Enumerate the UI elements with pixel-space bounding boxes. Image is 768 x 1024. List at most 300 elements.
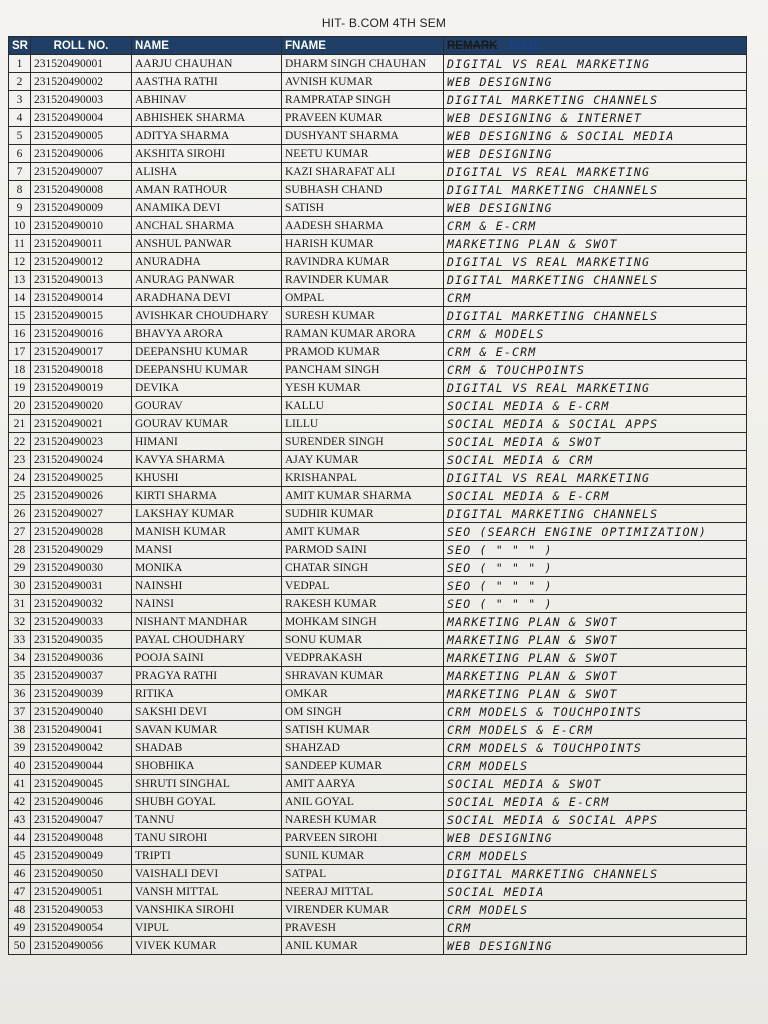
cell-fname: NEETU KUMAR — [282, 145, 444, 163]
table-row — [9, 667, 747, 685]
cell-name: KHUSHI — [132, 469, 282, 487]
table-row — [9, 631, 747, 649]
cell-sr: 45 — [9, 847, 31, 865]
cell-name: ANSHUL PANWAR — [132, 235, 282, 253]
cell-fname: SATPAL — [282, 865, 444, 883]
cell-topic-handwritten: SOCIAL MEDIA & E-CRM — [444, 793, 747, 811]
cell-name: MANISH KUMAR — [132, 523, 282, 541]
cell-fname: SATISH KUMAR — [282, 721, 444, 739]
cell-name: SAKSHI DEVI — [132, 703, 282, 721]
table-row — [9, 469, 747, 487]
cell-fname: SUDHIR KUMAR — [282, 505, 444, 523]
cell-roll-no: 231520490025 — [31, 469, 132, 487]
table-row — [9, 649, 747, 667]
table-row — [9, 919, 747, 937]
table-row — [9, 91, 747, 109]
cell-sr: 38 — [9, 721, 31, 739]
cell-fname: DUSHYANT SHARMA — [282, 127, 444, 145]
cell-fname: YESH KUMAR — [282, 379, 444, 397]
cell-fname: AJAY KUMAR — [282, 451, 444, 469]
cell-topic-handwritten: DIGITAL VS REAL MARKETING — [444, 163, 747, 181]
cell-name: SHUBH GOYAL — [132, 793, 282, 811]
cell-fname: HARISH KUMAR — [282, 235, 444, 253]
cell-name: MANSI — [132, 541, 282, 559]
cell-name: ABHISHEK SHARMA — [132, 109, 282, 127]
cell-topic-handwritten: DIGITAL VS REAL MARKETING — [444, 379, 747, 397]
cell-topic-handwritten: WEB DESIGNING — [444, 937, 747, 955]
cell-roll-no: 231520490035 — [31, 631, 132, 649]
cell-sr: 28 — [9, 541, 31, 559]
cell-roll-no: 231520490032 — [31, 595, 132, 613]
cell-fname: NEERAJ MITTAL — [282, 883, 444, 901]
table-row — [9, 613, 747, 631]
cell-topic-handwritten: SEO ( " " " ) — [444, 577, 747, 595]
table-row — [9, 343, 747, 361]
cell-fname: KALLU — [282, 397, 444, 415]
cell-name: PAYAL CHOUDHARY — [132, 631, 282, 649]
cell-name: GOURAV KUMAR — [132, 415, 282, 433]
cell-sr: 10 — [9, 217, 31, 235]
table-row — [9, 451, 747, 469]
cell-name: DEVIKA — [132, 379, 282, 397]
cell-fname: RAVINDER KUMAR — [282, 271, 444, 289]
cell-roll-no: 231520490039 — [31, 685, 132, 703]
cell-roll-no: 231520490010 — [31, 217, 132, 235]
cell-fname: OM SINGH — [282, 703, 444, 721]
cell-sr: 24 — [9, 469, 31, 487]
cell-name: ANCHAL SHARMA — [132, 217, 282, 235]
table-row — [9, 883, 747, 901]
cell-sr: 43 — [9, 811, 31, 829]
cell-topic-handwritten: SOCIAL MEDIA & E-CRM — [444, 397, 747, 415]
cell-sr: 14 — [9, 289, 31, 307]
cell-roll-no: 231520490031 — [31, 577, 132, 595]
cell-fname: AADESH SHARMA — [282, 217, 444, 235]
document-title: HIT- B.COM 4TH SEM — [321, 16, 447, 30]
cell-fname: SUBHASH CHAND — [282, 181, 444, 199]
cell-sr: 30 — [9, 577, 31, 595]
cell-name: DEEPANSHU KUMAR — [132, 361, 282, 379]
cell-roll-no: 231520490017 — [31, 343, 132, 361]
cell-topic-handwritten: WEB DESIGNING — [444, 145, 747, 163]
cell-sr: 11 — [9, 235, 31, 253]
cell-sr: 35 — [9, 667, 31, 685]
cell-sr: 41 — [9, 775, 31, 793]
table-row — [9, 271, 747, 289]
cell-fname: SANDEEP KUMAR — [282, 757, 444, 775]
cell-sr: 46 — [9, 865, 31, 883]
cell-sr: 44 — [9, 829, 31, 847]
cell-sr: 31 — [9, 595, 31, 613]
cell-name: MONIKA — [132, 559, 282, 577]
cell-name: NAINSHI — [132, 577, 282, 595]
cell-topic-handwritten: CRM & MODELS — [444, 325, 747, 343]
cell-sr: 26 — [9, 505, 31, 523]
cell-roll-no: 231520490045 — [31, 775, 132, 793]
cell-topic-handwritten: CRM MODELS & E-CRM — [444, 721, 747, 739]
cell-sr: 18 — [9, 361, 31, 379]
cell-fname: OMPAL — [282, 289, 444, 307]
table-row — [9, 739, 747, 757]
cell-roll-no: 231520490028 — [31, 523, 132, 541]
cell-fname: KAZI SHARAFAT ALI — [282, 163, 444, 181]
cell-name: ANAMIKA DEVI — [132, 199, 282, 217]
cell-roll-no: 231520490011 — [31, 235, 132, 253]
cell-fname: PARVEEN SIROHI — [282, 829, 444, 847]
table-row — [9, 685, 747, 703]
cell-sr: 17 — [9, 343, 31, 361]
cell-roll-no: 231520490002 — [31, 73, 132, 91]
student-roster-table — [8, 36, 747, 955]
cell-roll-no: 231520490053 — [31, 901, 132, 919]
cell-sr: 34 — [9, 649, 31, 667]
table-row — [9, 811, 747, 829]
cell-topic-handwritten: SEO ( " " " ) — [444, 541, 747, 559]
cell-fname: SONU KUMAR — [282, 631, 444, 649]
table-row — [9, 289, 747, 307]
cell-sr: 32 — [9, 613, 31, 631]
table-row — [9, 595, 747, 613]
cell-topic-handwritten: SOCIAL MEDIA & CRM — [444, 451, 747, 469]
table-row — [9, 901, 747, 919]
cell-sr: 29 — [9, 559, 31, 577]
cell-sr: 22 — [9, 433, 31, 451]
cell-fname: SUNIL KUMAR — [282, 847, 444, 865]
cell-sr: 21 — [9, 415, 31, 433]
cell-fname: AVNISH KUMAR — [282, 73, 444, 91]
cell-fname: SATISH — [282, 199, 444, 217]
cell-topic-handwritten: DIGITAL MARKETING CHANNELS — [444, 271, 747, 289]
table-row — [9, 577, 747, 595]
cell-sr: 33 — [9, 631, 31, 649]
cell-roll-no: 231520490016 — [31, 325, 132, 343]
cell-topic-handwritten: CRM MODELS — [444, 847, 747, 865]
cell-roll-no: 231520490033 — [31, 613, 132, 631]
table-row — [9, 163, 747, 181]
table-row — [9, 379, 747, 397]
cell-sr: 40 — [9, 757, 31, 775]
cell-name: VANSH MITTAL — [132, 883, 282, 901]
cell-fname: VEDPAL — [282, 577, 444, 595]
cell-topic-handwritten: MARKETING PLAN & SWOT — [444, 667, 747, 685]
table-row — [9, 127, 747, 145]
cell-name: ANURAG PANWAR — [132, 271, 282, 289]
cell-topic-handwritten: SOCIAL MEDIA — [444, 883, 747, 901]
cell-sr: 1 — [9, 55, 31, 73]
cell-fname: SHRAVAN KUMAR — [282, 667, 444, 685]
cell-fname: AMIT AARYA — [282, 775, 444, 793]
cell-fname: AMIT KUMAR SHARMA — [282, 487, 444, 505]
cell-name: AVISHKAR CHOUDHARY — [132, 307, 282, 325]
cell-sr: 3 — [9, 91, 31, 109]
cell-name: RITIKA — [132, 685, 282, 703]
cell-fname: NARESH KUMAR — [282, 811, 444, 829]
table-row — [9, 703, 747, 721]
cell-fname: DHARM SINGH CHAUHAN — [282, 55, 444, 73]
table-row — [9, 55, 747, 73]
cell-fname: VIRENDER KUMAR — [282, 901, 444, 919]
cell-name: VANSHIKA SIROHI — [132, 901, 282, 919]
cell-topic-handwritten: CRM — [444, 289, 747, 307]
cell-name: AKSHITA SIROHI — [132, 145, 282, 163]
cell-roll-no: 231520490050 — [31, 865, 132, 883]
cell-sr: 2 — [9, 73, 31, 91]
cell-roll-no: 231520490018 — [31, 361, 132, 379]
cell-fname: RAVINDRA KUMAR — [282, 253, 444, 271]
cell-name: HIMANI — [132, 433, 282, 451]
cell-roll-no: 231520490042 — [31, 739, 132, 757]
cell-fname: RAMAN KUMAR ARORA — [282, 325, 444, 343]
table-row — [9, 109, 747, 127]
cell-roll-no: 231520490020 — [31, 397, 132, 415]
cell-roll-no: 231520490007 — [31, 163, 132, 181]
table-row — [9, 415, 747, 433]
cell-sr: 13 — [9, 271, 31, 289]
table-row — [9, 199, 747, 217]
cell-sr: 9 — [9, 199, 31, 217]
cell-sr: 42 — [9, 793, 31, 811]
table-row — [9, 307, 747, 325]
cell-roll-no: 231520490051 — [31, 883, 132, 901]
cell-sr: 50 — [9, 937, 31, 955]
cell-topic-handwritten: DIGITAL MARKETING CHANNELS — [444, 505, 747, 523]
cell-roll-no: 231520490040 — [31, 703, 132, 721]
cell-sr: 47 — [9, 883, 31, 901]
cell-name: BHAVYA ARORA — [132, 325, 282, 343]
cell-topic-handwritten: WEB DESIGNING — [444, 829, 747, 847]
cell-fname: LILLU — [282, 415, 444, 433]
cell-name: LAKSHAY KUMAR — [132, 505, 282, 523]
cell-topic-handwritten: MARKETING PLAN & SWOT — [444, 631, 747, 649]
table-row — [9, 829, 747, 847]
cell-roll-no: 231520490027 — [31, 505, 132, 523]
cell-topic-handwritten: DIGITAL VS REAL MARKETING — [444, 55, 747, 73]
cell-sr: 4 — [9, 109, 31, 127]
cell-topic-handwritten: DIGITAL MARKETING CHANNELS — [444, 865, 747, 883]
cell-roll-no: 231520490015 — [31, 307, 132, 325]
table-row — [9, 181, 747, 199]
cell-roll-no: 231520490021 — [31, 415, 132, 433]
table-row — [9, 523, 747, 541]
header-name: NAME — [132, 37, 282, 55]
cell-roll-no: 231520490024 — [31, 451, 132, 469]
cell-fname: SURESH KUMAR — [282, 307, 444, 325]
cell-name: DEEPANSHU KUMAR — [132, 343, 282, 361]
cell-topic-handwritten: SOCIAL MEDIA & SWOT — [444, 775, 747, 793]
table-row — [9, 217, 747, 235]
cell-name: TRIPTI — [132, 847, 282, 865]
cell-name: PRAGYA RATHI — [132, 667, 282, 685]
cell-name: ANURADHA — [132, 253, 282, 271]
cell-topic-handwritten: DIGITAL VS REAL MARKETING — [444, 469, 747, 487]
header-remark-topic — [444, 37, 747, 55]
table-row — [9, 397, 747, 415]
header-topic-handwritten: ToPIC — [507, 39, 541, 52]
cell-topic-handwritten: WEB DESIGNING & SOCIAL MEDIA — [444, 127, 747, 145]
header-roll-no: ROLL NO. — [31, 37, 132, 55]
cell-roll-no: 231520490037 — [31, 667, 132, 685]
table-row — [9, 757, 747, 775]
cell-topic-handwritten: SOCIAL MEDIA & E-CRM — [444, 487, 747, 505]
cell-name: ARADHANA DEVI — [132, 289, 282, 307]
cell-sr: 49 — [9, 919, 31, 937]
cell-roll-no: 231520490054 — [31, 919, 132, 937]
cell-topic-handwritten: SEO ( " " " ) — [444, 559, 747, 577]
cell-name: TANU SIROHI — [132, 829, 282, 847]
cell-roll-no: 231520490046 — [31, 793, 132, 811]
cell-sr: 12 — [9, 253, 31, 271]
cell-fname: SHAHZAD — [282, 739, 444, 757]
header-fname: FNAME — [282, 37, 444, 55]
cell-roll-no: 231520490012 — [31, 253, 132, 271]
cell-name: NAINSI — [132, 595, 282, 613]
cell-fname: PANCHAM SINGH — [282, 361, 444, 379]
cell-sr: 8 — [9, 181, 31, 199]
cell-fname: PRAVEEN KUMAR — [282, 109, 444, 127]
cell-topic-handwritten: CRM & TOUCHPOINTS — [444, 361, 747, 379]
cell-fname: PARMOD SAINI — [282, 541, 444, 559]
cell-topic-handwritten: WEB DESIGNING & INTERNET — [444, 109, 747, 127]
cell-name: POOJA SAINI — [132, 649, 282, 667]
cell-name: SHADAB — [132, 739, 282, 757]
table-row — [9, 433, 747, 451]
cell-roll-no: 231520490026 — [31, 487, 132, 505]
cell-name: ADITYA SHARMA — [132, 127, 282, 145]
cell-fname: PRAVESH — [282, 919, 444, 937]
cell-sr: 5 — [9, 127, 31, 145]
cell-sr: 37 — [9, 703, 31, 721]
table-row — [9, 775, 747, 793]
cell-roll-no: 231520490014 — [31, 289, 132, 307]
cell-sr: 27 — [9, 523, 31, 541]
table-row — [9, 487, 747, 505]
cell-fname: KRISHANPAL — [282, 469, 444, 487]
table-row — [9, 145, 747, 163]
cell-fname: PRAMOD KUMAR — [282, 343, 444, 361]
cell-topic-handwritten: CRM & E-CRM — [444, 343, 747, 361]
cell-topic-handwritten: SEO ( " " " ) — [444, 595, 747, 613]
cell-name: SHRUTI SINGHAL — [132, 775, 282, 793]
cell-fname: OMKAR — [282, 685, 444, 703]
table-row — [9, 937, 747, 955]
cell-name: VAISHALI DEVI — [132, 865, 282, 883]
table-row — [9, 559, 747, 577]
cell-roll-no: 231520490019 — [31, 379, 132, 397]
cell-name: VIVEK KUMAR — [132, 937, 282, 955]
cell-name: KAVYA SHARMA — [132, 451, 282, 469]
cell-roll-no: 231520490041 — [31, 721, 132, 739]
cell-name: AARJU CHAUHAN — [132, 55, 282, 73]
cell-name: ABHINAV — [132, 91, 282, 109]
cell-fname: RAKESH KUMAR — [282, 595, 444, 613]
table-row — [9, 865, 747, 883]
cell-topic-handwritten: DIGITAL MARKETING CHANNELS — [444, 181, 747, 199]
cell-name: SAVAN KUMAR — [132, 721, 282, 739]
cell-topic-handwritten: SOCIAL MEDIA & SOCIAL APPS — [444, 415, 747, 433]
table-header-row — [9, 37, 747, 55]
cell-topic-handwritten: CRM MODELS — [444, 757, 747, 775]
cell-roll-no: 231520490029 — [31, 541, 132, 559]
cell-sr: 7 — [9, 163, 31, 181]
cell-sr: 16 — [9, 325, 31, 343]
cell-name: KIRTI SHARMA — [132, 487, 282, 505]
cell-fname: CHATAR SINGH — [282, 559, 444, 577]
cell-roll-no: 231520490008 — [31, 181, 132, 199]
table-row — [9, 793, 747, 811]
header-remark-struck: REMARK — [447, 40, 498, 52]
cell-roll-no: 231520490001 — [31, 55, 132, 73]
cell-topic-handwritten: WEB DESIGNING — [444, 73, 747, 91]
cell-sr: 23 — [9, 451, 31, 469]
table-row — [9, 541, 747, 559]
cell-topic-handwritten: SOCIAL MEDIA & SWOT — [444, 433, 747, 451]
header-sr: SR — [9, 37, 31, 55]
cell-topic-handwritten: CRM & E-CRM — [444, 217, 747, 235]
cell-topic-handwritten: MARKETING PLAN & SWOT — [444, 649, 747, 667]
cell-topic-handwritten: SEO (SEARCH ENGINE OPTIMIZATION) — [444, 523, 747, 541]
cell-roll-no: 231520490005 — [31, 127, 132, 145]
cell-topic-handwritten: DIGITAL MARKETING CHANNELS — [444, 91, 747, 109]
cell-roll-no: 231520490009 — [31, 199, 132, 217]
table-row — [9, 253, 747, 271]
cell-topic-handwritten: DIGITAL MARKETING CHANNELS — [444, 307, 747, 325]
cell-topic-handwritten: WEB DESIGNING — [444, 199, 747, 217]
cell-roll-no: 231520490044 — [31, 757, 132, 775]
cell-name: AMAN RATHOUR — [132, 181, 282, 199]
cell-topic-handwritten: MARKETING PLAN & SWOT — [444, 235, 747, 253]
table-row — [9, 325, 747, 343]
cell-topic-handwritten: MARKETING PLAN & SWOT — [444, 613, 747, 631]
cell-fname: MOHKAM SINGH — [282, 613, 444, 631]
table-row — [9, 505, 747, 523]
cell-name: GOURAV — [132, 397, 282, 415]
cell-name: ALISHA — [132, 163, 282, 181]
cell-roll-no: 231520490004 — [31, 109, 132, 127]
table-body — [9, 55, 747, 955]
cell-name: SHOBHIKA — [132, 757, 282, 775]
table-row — [9, 721, 747, 739]
cell-name: VIPUL — [132, 919, 282, 937]
table-row — [9, 361, 747, 379]
cell-roll-no: 231520490003 — [31, 91, 132, 109]
cell-sr: 36 — [9, 685, 31, 703]
table-row — [9, 847, 747, 865]
cell-topic-handwritten: DIGITAL VS REAL MARKETING — [444, 253, 747, 271]
cell-sr: 20 — [9, 397, 31, 415]
cell-sr: 15 — [9, 307, 31, 325]
cell-roll-no: 231520490048 — [31, 829, 132, 847]
cell-sr: 25 — [9, 487, 31, 505]
cell-roll-no: 231520490049 — [31, 847, 132, 865]
cell-roll-no: 231520490056 — [31, 937, 132, 955]
cell-fname: RAMPRATAP SINGH — [282, 91, 444, 109]
cell-roll-no: 231520490047 — [31, 811, 132, 829]
cell-roll-no: 231520490006 — [31, 145, 132, 163]
table-row — [9, 235, 747, 253]
cell-name: AASTHA RATHI — [132, 73, 282, 91]
table-row — [9, 73, 747, 91]
cell-name: TANNU — [132, 811, 282, 829]
cell-fname: ANIL KUMAR — [282, 937, 444, 955]
cell-roll-no: 231520490023 — [31, 433, 132, 451]
cell-name: NISHANT MANDHAR — [132, 613, 282, 631]
cell-fname: ANIL GOYAL — [282, 793, 444, 811]
cell-topic-handwritten: SOCIAL MEDIA & SOCIAL APPS — [444, 811, 747, 829]
cell-roll-no: 231520490030 — [31, 559, 132, 577]
cell-sr: 48 — [9, 901, 31, 919]
cell-fname: AMIT KUMAR — [282, 523, 444, 541]
cell-sr: 39 — [9, 739, 31, 757]
